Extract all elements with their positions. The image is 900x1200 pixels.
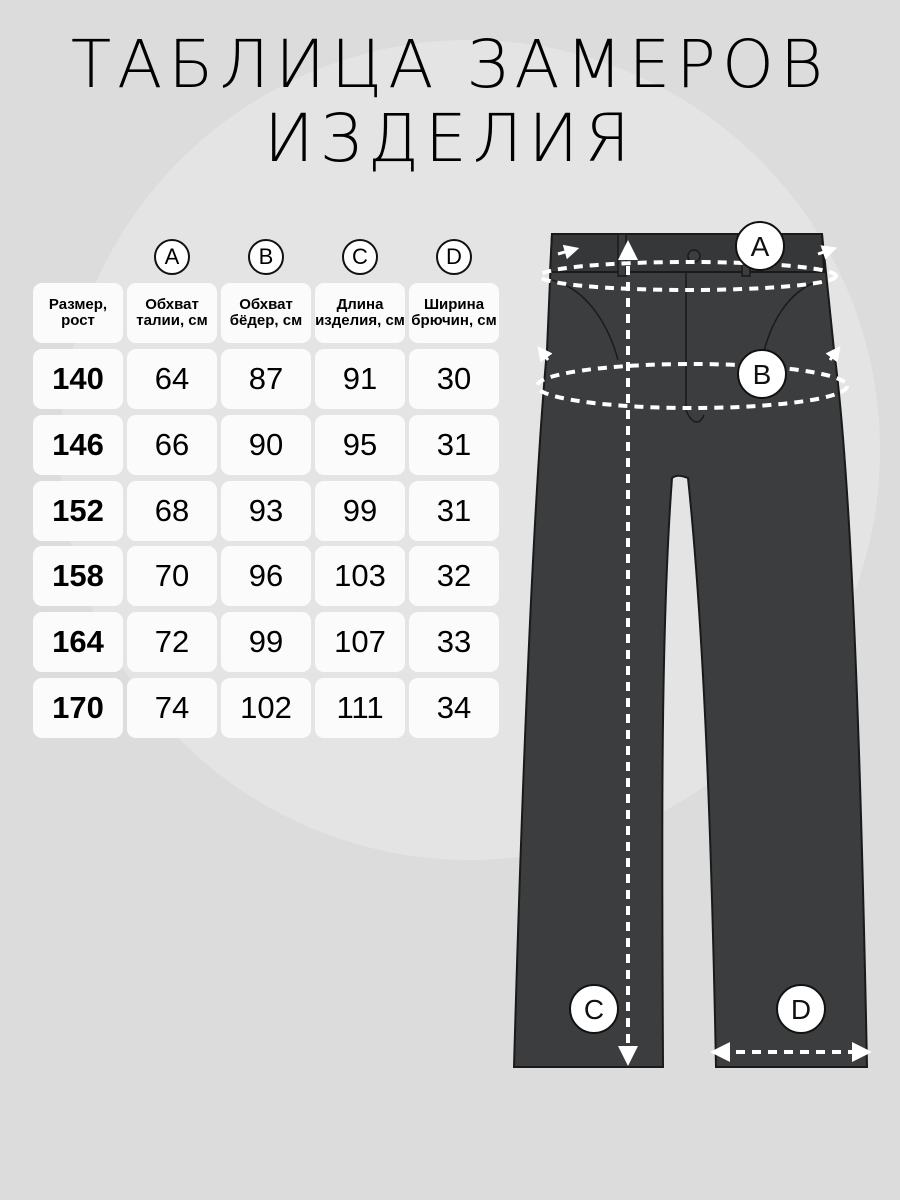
size-cell: 170 — [33, 678, 123, 738]
column-badge-a: A — [154, 239, 190, 275]
label-a — [736, 222, 784, 270]
value-cell: 91 — [315, 349, 405, 409]
size-cell: 140 — [33, 349, 123, 409]
label-d-text: D — [790, 994, 812, 1025]
value-cell: 99 — [221, 612, 311, 672]
value-cell: 32 — [409, 546, 499, 606]
label-b-text: B — [752, 359, 772, 390]
value-cell: 68 — [127, 481, 217, 541]
size-cell: 152 — [33, 481, 123, 541]
value-cell: 31 — [409, 415, 499, 475]
value-cell: 99 — [315, 481, 405, 541]
value-cell: 96 — [221, 546, 311, 606]
column-badge-b: B — [248, 239, 284, 275]
title-line-1: ТАБЛИЦА ЗАМЕРОВ — [70, 26, 830, 103]
label-d — [777, 985, 825, 1033]
label-a-text: A — [750, 231, 770, 262]
value-cell: 103 — [315, 546, 405, 606]
page-title — [0, 28, 900, 176]
value-cell: 107 — [315, 612, 405, 672]
label-c-text: C — [583, 994, 605, 1025]
value-cell: 30 — [409, 349, 499, 409]
size-cell: 164 — [33, 612, 123, 672]
value-cell: 66 — [127, 415, 217, 475]
value-cell: 70 — [127, 546, 217, 606]
value-cell: 33 — [409, 612, 499, 672]
value-cell: 93 — [221, 481, 311, 541]
value-cell: 95 — [315, 415, 405, 475]
size-cell: 158 — [33, 546, 123, 606]
pants-shape — [514, 234, 867, 1067]
value-cell: 74 — [127, 678, 217, 738]
label-c — [570, 985, 618, 1033]
belt-loop — [618, 234, 626, 276]
pants-diagram — [500, 210, 890, 1110]
title-line-2: ИЗДЕЛИЯ — [263, 100, 637, 177]
value-cell: 72 — [127, 612, 217, 672]
value-cell: 111 — [315, 678, 405, 738]
value-cell: 90 — [221, 415, 311, 475]
value-cell: 87 — [221, 349, 311, 409]
label-b — [738, 350, 786, 398]
header-size: Размер, рост — [33, 283, 123, 343]
value-cell: 102 — [221, 678, 311, 738]
header-length: Длина изделия, см — [315, 283, 405, 343]
value-cell: 31 — [409, 481, 499, 541]
column-badge-d: D — [436, 239, 472, 275]
header-leg-width: Ширина брючин, см — [409, 283, 499, 343]
size-cell: 146 — [33, 415, 123, 475]
value-cell: 34 — [409, 678, 499, 738]
value-cell: 64 — [127, 349, 217, 409]
header-waist: Обхват талии, см — [127, 283, 217, 343]
header-hips: Обхват бёдер, см — [221, 283, 311, 343]
column-badge-c: C — [342, 239, 378, 275]
